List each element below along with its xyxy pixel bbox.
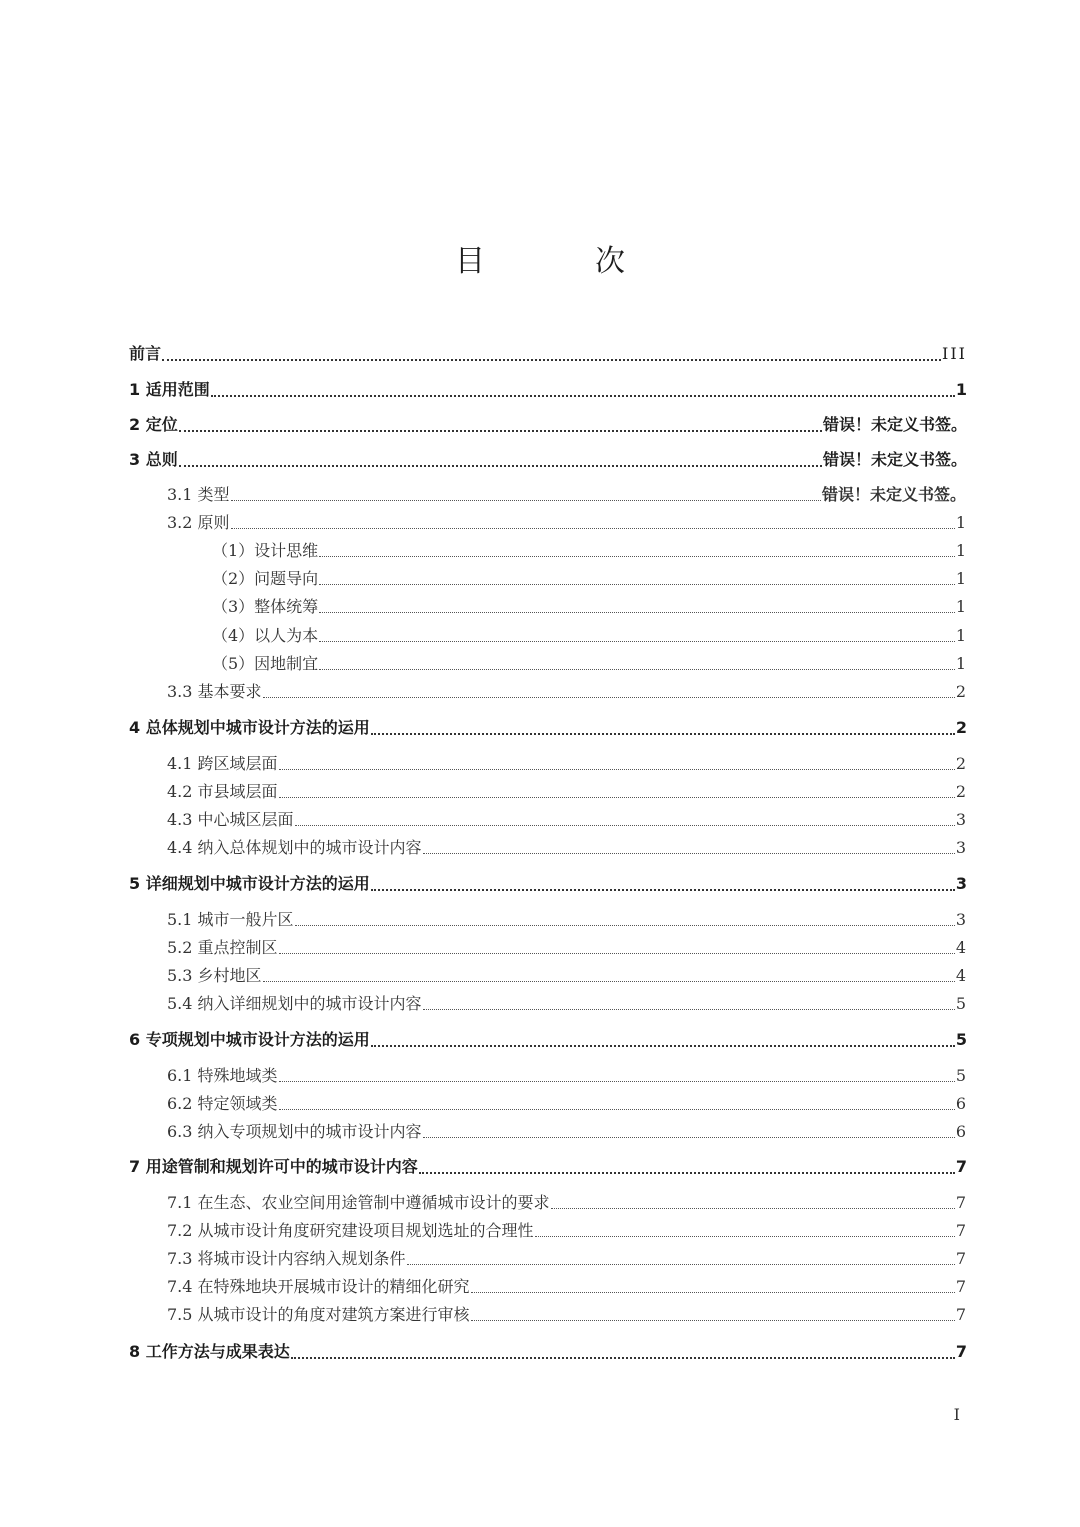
- toc-entry-page: 5: [955, 1066, 966, 1085]
- toc-entry-label: 7.3 将城市设计内容纳入规划条件: [167, 1249, 406, 1268]
- toc-entry[interactable]: [129, 1026, 967, 1054]
- toc-entry-page: 4: [955, 938, 966, 957]
- toc-entry[interactable]: [167, 1301, 966, 1329]
- toc-dot-leader: [263, 981, 955, 982]
- toc-dot-leader: [371, 889, 955, 891]
- toc-entry-page: 2: [955, 754, 966, 773]
- toc-entry-label: （4）以人为本: [212, 626, 319, 645]
- toc-dot-leader: [211, 395, 955, 397]
- footer-page-number: I: [953, 1405, 960, 1424]
- toc-dot-leader: [279, 769, 955, 770]
- toc-entry[interactable]: [129, 340, 967, 368]
- toc-entry-page: 错误！未定义书签。: [821, 485, 966, 504]
- toc-entry-page: 6: [955, 1094, 966, 1113]
- toc-entry-label: 前言: [129, 344, 162, 363]
- toc-entry-label: 7.4 在特殊地块开展城市设计的精细化研究: [167, 1277, 470, 1296]
- toc-entry-page: 1: [955, 626, 966, 645]
- toc-entry[interactable]: [129, 714, 967, 742]
- toc-entry-page: 7: [955, 1193, 966, 1212]
- toc-entry-label: 3.3 基本要求: [167, 682, 262, 701]
- toc-entry-label: 3.2 原则: [167, 513, 230, 532]
- toc-entry-page: III: [942, 344, 967, 363]
- toc-dot-leader: [371, 733, 955, 735]
- toc-entry[interactable]: [129, 1338, 967, 1366]
- toc-dot-leader: [471, 1292, 955, 1293]
- toc-entry-label: 5 详细规划中城市设计方法的运用: [129, 874, 370, 893]
- toc-entry-page: 1: [955, 513, 966, 532]
- toc-dot-leader: [231, 500, 821, 501]
- toc-entry[interactable]: [212, 565, 966, 593]
- toc-entry[interactable]: [167, 509, 966, 537]
- toc-dot-leader: [407, 1264, 955, 1265]
- toc-entry-page: 2: [955, 782, 966, 801]
- toc-entry-page: 6: [955, 1122, 966, 1141]
- toc-entry-page: 3: [955, 810, 966, 829]
- toc-dot-leader: [423, 1009, 955, 1010]
- toc-entry[interactable]: [167, 962, 966, 990]
- toc-entry[interactable]: [167, 750, 966, 778]
- toc-entry-page: 错误！未定义书签。: [822, 415, 967, 434]
- toc-dot-leader: [319, 612, 955, 613]
- toc-entry-label: 6.1 特殊地域类: [167, 1066, 278, 1085]
- toc-entry[interactable]: [167, 1189, 966, 1217]
- toc-entry-label: 1 适用范围: [129, 380, 210, 399]
- toc-entry[interactable]: [212, 537, 966, 565]
- toc-entry-label: 7.5 从城市设计的角度对建筑方案进行审核: [167, 1305, 470, 1324]
- toc-entry-label: 6.3 纳入专项规划中的城市设计内容: [167, 1122, 422, 1141]
- toc-dot-leader: [279, 1081, 955, 1082]
- toc-entry-label: 7 用途管制和规划许可中的城市设计内容: [129, 1157, 418, 1176]
- toc-entry-label: 6 专项规划中城市设计方法的运用: [129, 1030, 370, 1049]
- toc-entry[interactable]: [167, 806, 966, 834]
- toc-entry-page: 3: [955, 838, 966, 857]
- toc-entry-label: 3.1 类型: [167, 485, 230, 504]
- toc-entry[interactable]: [129, 411, 967, 439]
- toc-entry[interactable]: [167, 834, 966, 862]
- toc-dot-leader: [319, 641, 955, 642]
- toc-dot-leader: [319, 584, 955, 585]
- toc-dot-leader: [162, 359, 941, 361]
- toc-entry[interactable]: [129, 870, 967, 898]
- toc-entry-label: （2）问题导向: [212, 569, 319, 588]
- toc-entry-page: 7: [955, 1342, 967, 1361]
- toc-entry-page: 1: [955, 541, 966, 560]
- toc-entry-label: 4.2 市县域层面: [167, 782, 278, 801]
- toc-entry-label: （3）整体统筹: [212, 597, 319, 616]
- toc-dot-leader: [471, 1320, 955, 1321]
- toc-entry-label: 4 总体规划中城市设计方法的运用: [129, 718, 370, 737]
- toc-dot-leader: [279, 797, 955, 798]
- toc-entry-page: 1: [955, 654, 966, 673]
- toc-dot-leader: [423, 1137, 955, 1138]
- toc-dot-leader: [291, 1357, 955, 1359]
- toc-entry-page: 3: [955, 910, 966, 929]
- toc-entry-label: 5.1 城市一般片区: [167, 910, 294, 929]
- toc-entry[interactable]: [167, 1090, 966, 1118]
- toc-entry[interactable]: [167, 990, 966, 1018]
- toc-entry-page: 4: [955, 966, 966, 985]
- toc-entry-page: 2: [955, 682, 966, 701]
- toc-entry-page: 7: [955, 1305, 966, 1324]
- toc-dot-leader: [295, 825, 955, 826]
- toc-entry[interactable]: [167, 678, 966, 706]
- toc-entry-page: 7: [955, 1277, 966, 1296]
- toc-dot-leader: [371, 1045, 955, 1047]
- toc-entry[interactable]: [167, 1118, 966, 1146]
- toc-entry-page: 1: [955, 597, 966, 616]
- toc-entry-label: 7.1 在生态、农业空间用途管制中遵循城市设计的要求: [167, 1193, 550, 1212]
- toc-entry-label: 5.4 纳入详细规划中的城市设计内容: [167, 994, 422, 1013]
- toc-dot-leader: [279, 953, 955, 954]
- toc-entry-label: 5.3 乡村地区: [167, 966, 262, 985]
- toc-entry-label: 7.2 从城市设计角度研究建设项目规划选址的合理性: [167, 1221, 534, 1240]
- toc-entry-label: 8 工作方法与成果表达: [129, 1342, 290, 1361]
- toc-dot-leader: [535, 1236, 955, 1237]
- toc-entry[interactable]: [129, 1153, 967, 1181]
- toc-dot-leader: [551, 1208, 955, 1209]
- toc-entry-page: 7: [955, 1221, 966, 1240]
- toc-dot-leader: [295, 925, 955, 926]
- toc-entry[interactable]: [167, 778, 966, 806]
- toc-entry-page: 5: [955, 1030, 967, 1049]
- toc-entry[interactable]: [129, 446, 967, 474]
- toc-entry-page: 7: [955, 1249, 966, 1268]
- toc-entry-page: 1: [955, 569, 966, 588]
- toc-entry[interactable]: [167, 906, 966, 934]
- toc-dot-leader: [179, 465, 822, 467]
- toc-entry[interactable]: [167, 1217, 966, 1245]
- toc-entry-label: 4.4 纳入总体规划中的城市设计内容: [167, 838, 422, 857]
- toc-entry-label: 3 总则: [129, 450, 178, 469]
- toc-entry-page: 7: [955, 1157, 967, 1176]
- toc-dot-leader: [423, 853, 955, 854]
- toc-entry[interactable]: [167, 1245, 966, 1273]
- toc-entry-page: 5: [955, 994, 966, 1013]
- toc-dot-leader: [279, 1109, 955, 1110]
- toc-entry-label: （5）因地制宜: [212, 654, 319, 673]
- toc-entry-label: 4.1 跨区域层面: [167, 754, 278, 773]
- toc-entry[interactable]: [167, 481, 966, 509]
- toc-entry-page: 错误！未定义书签。: [822, 450, 967, 469]
- toc-dot-leader: [179, 430, 822, 432]
- toc-dot-leader: [263, 697, 955, 698]
- toc-entry[interactable]: [167, 934, 966, 962]
- toc-entry-page: 2: [955, 718, 967, 737]
- toc-entry[interactable]: [212, 650, 966, 678]
- toc-entry-label: 5.2 重点控制区: [167, 938, 278, 957]
- toc-dot-leader: [419, 1172, 955, 1174]
- toc-entry[interactable]: [212, 622, 966, 650]
- toc-entry-label: （1）设计思维: [212, 541, 319, 560]
- page-title: 目 次: [455, 244, 665, 279]
- toc-dot-leader: [231, 528, 955, 529]
- toc-entry[interactable]: [129, 376, 967, 404]
- toc-entry[interactable]: [212, 593, 966, 621]
- toc-entry-label: 2 定位: [129, 415, 178, 434]
- toc-entry-label: 4.3 中心城区层面: [167, 810, 294, 829]
- toc-entry-page: 3: [955, 874, 967, 893]
- toc-entry[interactable]: [167, 1062, 966, 1090]
- toc-entry-label: 6.2 特定领域类: [167, 1094, 278, 1113]
- toc-entry-page: 1: [955, 380, 967, 399]
- toc-entry[interactable]: [167, 1273, 966, 1301]
- toc-dot-leader: [319, 669, 955, 670]
- toc-dot-leader: [319, 556, 955, 557]
